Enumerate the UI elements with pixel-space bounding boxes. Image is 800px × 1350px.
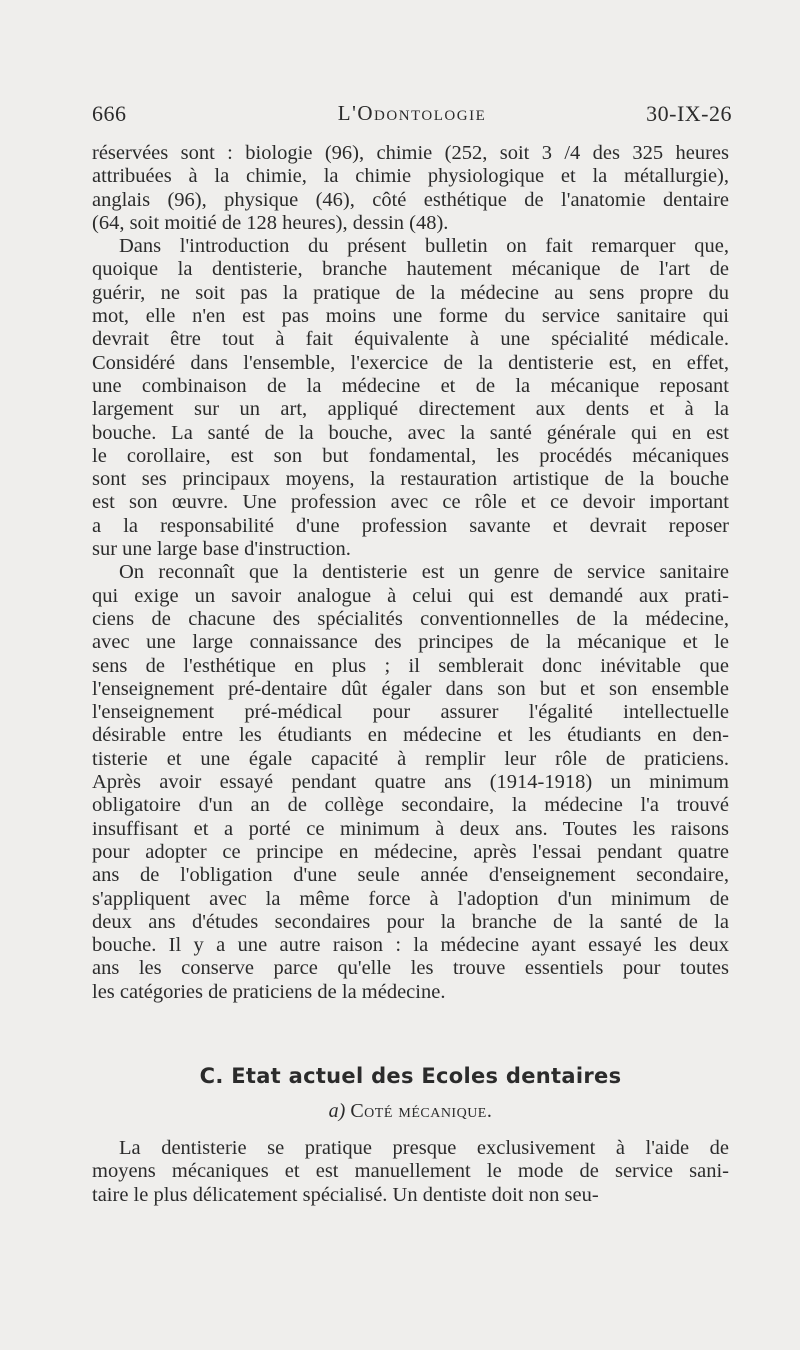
text-line: attribuées à la chimie, la chimie physiologique et la métallurgie), — [92, 165, 729, 188]
text-line: s'appliquent avec la même force à l'adoption d'un minimum de — [92, 887, 729, 910]
text-line: moyens mécaniques et est manuellement le mode de service sani- — [92, 1160, 729, 1183]
page-number: 666 — [92, 101, 127, 126]
text-line: a la responsabilité d'une profession savante et devrait reposer — [92, 514, 729, 537]
text-line: taire le plus délicatement spécialisé. Un dentiste doit non seu- — [92, 1183, 599, 1206]
running-head — [92, 101, 732, 131]
text-line: avec une large connaissance des principes de la mécanique et le — [92, 631, 729, 654]
paragraph — [92, 1137, 729, 1207]
text-line: désirable entre les étudiants en médecine et les étudiants en den- — [92, 724, 729, 747]
text-line: ans les conserve parce qu'elle les trouve essentiels pour toutes — [92, 957, 729, 980]
text-line: ciens de chacune des spécialités conventionnelles de la médecine, — [92, 607, 729, 630]
subheading-letter: a) — [328, 1100, 346, 1122]
text-line: sens de l'esthétique en plus ; il semblerait donc inévitable que — [92, 654, 729, 677]
text-line: le corollaire, est son but fondamental, les procédés mécaniques — [92, 444, 729, 467]
text-line: tisterie et une égale capacité à remplir leur rôle de praticiens. — [92, 747, 729, 770]
paragraph — [92, 235, 729, 561]
text-line: On reconnaît que la dentisterie est un genre de service sanitaire — [119, 561, 729, 584]
text-line: bouche. Il y a une autre raison : la médecine ayant essayé les deux — [92, 934, 729, 957]
text-line: pour adopter ce principe en médecine, après l'essai pendant quatre — [92, 840, 729, 863]
subheading-text: Coté mécanique. — [350, 1100, 493, 1122]
text-line: Après avoir essayé pendant quatre ans (1914-1918) un minimum — [92, 771, 729, 794]
text-line: est son œuvre. Une profession avec ce rôle et ce devoir important — [92, 491, 729, 514]
text-line: devrait être tout à fait équivalente à une spécialité médicale. — [92, 328, 729, 351]
text-line: réservées sont : biologie (96), chimie (252, soit 3 /4 des 325 heures — [92, 142, 729, 164]
text-line: quoique la dentisterie, branche hautement mécanique de l'art de — [92, 258, 729, 281]
text-line: deux ans d'études secondaires pour la branche de la santé de la — [92, 910, 729, 933]
section-heading: C. Etat actuel des Ecoles dentaires — [199, 1064, 622, 1088]
body-text — [92, 142, 729, 1004]
text-line: largement sur un art, appliqué directement aux dents et à la — [92, 398, 729, 421]
text-line: Considéré dans l'ensemble, l'exercice de la dentisterie est, en effet, — [92, 351, 729, 374]
text-line: l'enseignement pré-médical pour assurer l'égalité intellectuelle — [92, 701, 729, 724]
text-line: sont ses principaux moyens, la restauration artistique de la bouche — [92, 468, 729, 491]
subheading — [92, 1100, 729, 1123]
text-line: (64, soit moitié de 128 heures), dessin (48). — [92, 211, 449, 234]
text-line: Dans l'introduction du présent bulletin on fait remarquer que, — [119, 235, 729, 258]
text-line: qui exige un savoir analogue à celui qui est demandé aux prati- — [92, 584, 729, 607]
paragraph — [92, 561, 729, 1004]
journal-title: L'Odontologie — [337, 101, 487, 125]
closing-paragraph — [92, 1137, 729, 1207]
paragraph — [92, 142, 729, 235]
text-line: sur une large base d'instruction. — [92, 538, 351, 561]
issue-date: 30-IX-26 — [646, 101, 732, 126]
text-line: obligatoire d'un an de collège secondaire, la médecine l'a trouvé — [92, 794, 729, 817]
text-line: insuffisant et a porté ce minimum à deux ans. Toutes les raisons — [92, 817, 729, 840]
text-line: les catégories de praticiens de la médecine. — [92, 980, 446, 1003]
text-line: ans de l'obligation d'une seule année d'enseignement secondaire, — [92, 864, 729, 887]
text-line: anglais (96), physique (46), côté esthétique de l'anatomie dentaire — [92, 188, 729, 211]
text-line: La dentisterie se pratique presque exclusivement à l'aide de — [119, 1137, 729, 1159]
text-line: mot, elle n'en est pas moins une forme du service sanitaire qui — [92, 305, 729, 328]
text-line: guérir, ne soit pas la pratique de la médecine au sens propre du — [92, 281, 729, 304]
text-line: l'enseignement pré-dentaire dût égaler dans son but et son ensemble — [92, 677, 729, 700]
text-line: bouche. La santé de la bouche, avec la santé générale qui en est — [92, 421, 729, 444]
text-line: une combinaison de la médecine et de la mécanique reposant — [92, 374, 729, 397]
